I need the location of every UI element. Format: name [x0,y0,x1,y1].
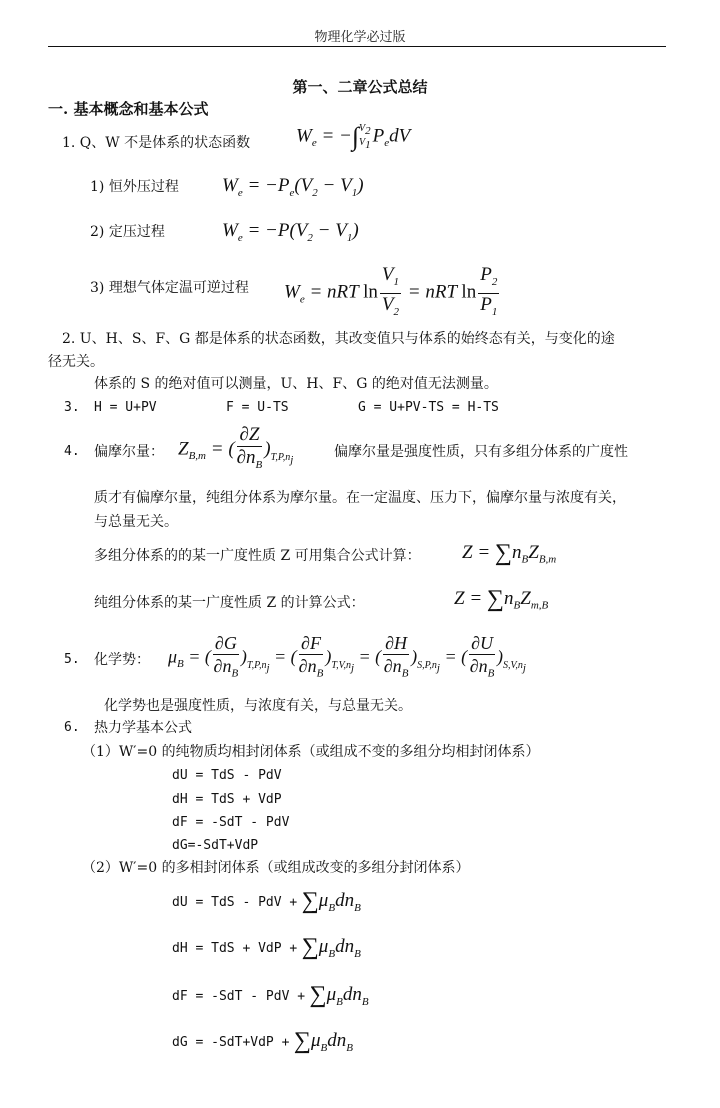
item3-num: 3. [64,400,80,415]
eq-df-2-sum: $\sum\mu_Bdn_B$ [309,982,369,1008]
item1-label: 1. Q、W 不是体系的状态函数 [62,135,251,151]
eq-dh-2-sum: $\sum\mu_Bdn_B$ [301,934,361,960]
item5-label: 化学势： [94,652,150,668]
formula-isothermal-reversible: $W_e$ = nRT ln $\frac{V_1}{V_2}$ = nRT ln $\frac{P_2}{P_1}$ [284,264,498,318]
item5-note: 化学势也是强度性质，与浓度有关，与总量无关。 [104,698,412,714]
item3-f: F = U-TS [226,400,289,415]
item6-label: 热力学基本公式 [94,720,192,736]
eq-dg-1: dG=-SdT+VdP [172,838,259,853]
doc-title: 第一、二章公式总结 [292,78,428,96]
item4-line5: 纯组分体系的某一广度性质 Z 的计算公式： [94,595,365,611]
item1-sub3-label: 3) 理想气体定温可逆过程 [90,280,249,296]
eq-dh-2 [172,934,361,961]
formula-chemical-potential: $\mu_B$ = ( $\frac{\partial G}{\partial n_B}$ )$_{T,P,n_j}$ = ( $\frac{\partial F}{\partial n_B}$ )$_{T,V,n_j}$ = ( $\frac{\partial H}{\partial n_B}$ )$_{S,P,n_j}$ = ( $\frac{\partial U}{\partial n_B}$ )$_{S,V,n_j}$ [168,633,526,680]
item3-h: H = U+PV [94,400,157,415]
page-header: 物理化学必过版 [314,30,406,45]
eq-dh-2-text: dH = TdS + VdP + [172,940,298,956]
formula-work: $W_e$ = −∫ $V_2$ $V_1$ $P_edV$ [296,122,411,151]
item4-desc: 偏摩尔量是强度性质，只有多组分体系的广度性 [334,444,628,460]
eq-du-2 [172,888,361,915]
item6-sub1: （1）W′=0 的纯物质均相封闭体系（或组成不变的多组分均相封闭体系） [82,744,540,760]
item3-g: G = U+PV-TS = H-TS [358,400,499,415]
item4-label: 偏摩尔量： [94,444,164,460]
eq-dh-1: dH = TdS + VdP [172,792,282,807]
eq-dg-2-sum: $\sum\mu_Bdn_B$ [293,1028,353,1054]
item5-num: 5. [64,652,80,667]
item4-line3: 与总量无关。 [94,514,178,530]
item1-sub1-label: 1) 恒外压过程 [90,179,179,195]
formula-collective: $Z = \sum n_BZ_{B,m}$ [462,540,557,566]
header-rule [48,46,666,47]
item4-line2: 质才有偏摩尔量，纯组分体系为摩尔量。在一定温度、压力下，偏摩尔量与浓度有关， [94,490,626,506]
section-heading: 一. 基本概念和基本公式 [48,100,209,118]
item4-num: 4. [64,444,80,459]
eq-du-2-text: dU = TdS - PdV + [172,894,298,910]
formula-pure: $Z = \sum n_BZ_{m,B}$ [454,586,549,612]
eq-dg-2 [172,1028,353,1055]
item2-line2: 径无关。 [48,354,104,370]
eq-du-2-sum: $\sum\mu_Bdn_B$ [301,888,361,914]
formula-const-pressure: $W_e = -P(V_2 - V_1)$ [222,220,359,244]
item6-sub2: （2）W′=0 的多相封闭体系（或组成改变的多组分封闭体系） [82,860,470,876]
eq-df-1: dF = -SdT - PdV [172,815,290,830]
item4-line4: 多组分体系的的某一广度性质 Z 可用集合公式计算： [94,548,421,564]
item1-sub2-label: 2) 定压过程 [90,224,165,240]
item2-line3: 体系的 S 的绝对值可以测量，U、H、F、G 的绝对值无法测量。 [94,376,498,392]
eq-dg-2-text: dG = -SdT+VdP + [172,1034,290,1050]
item6-num: 6. [64,720,80,735]
eq-df-2 [172,982,369,1009]
formula-partial-molar: $Z_{B,m}$ = ( $\frac{\partial Z}{\partial n_B}$ )$_{T,P,n_j}$ [178,424,294,471]
formula-const-ext-pressure: $W_e = -P_e(V_2 - V_1)$ [222,175,364,199]
item2-line1: 2. U、H、S、F、G 都是体系的状态函数，其改变值只与体系的始终态有关，与变化的途 [62,331,615,347]
eq-df-2-text: dF = -SdT - PdV + [172,988,306,1004]
eq-du-1: dU = TdS - PdV [172,768,282,783]
